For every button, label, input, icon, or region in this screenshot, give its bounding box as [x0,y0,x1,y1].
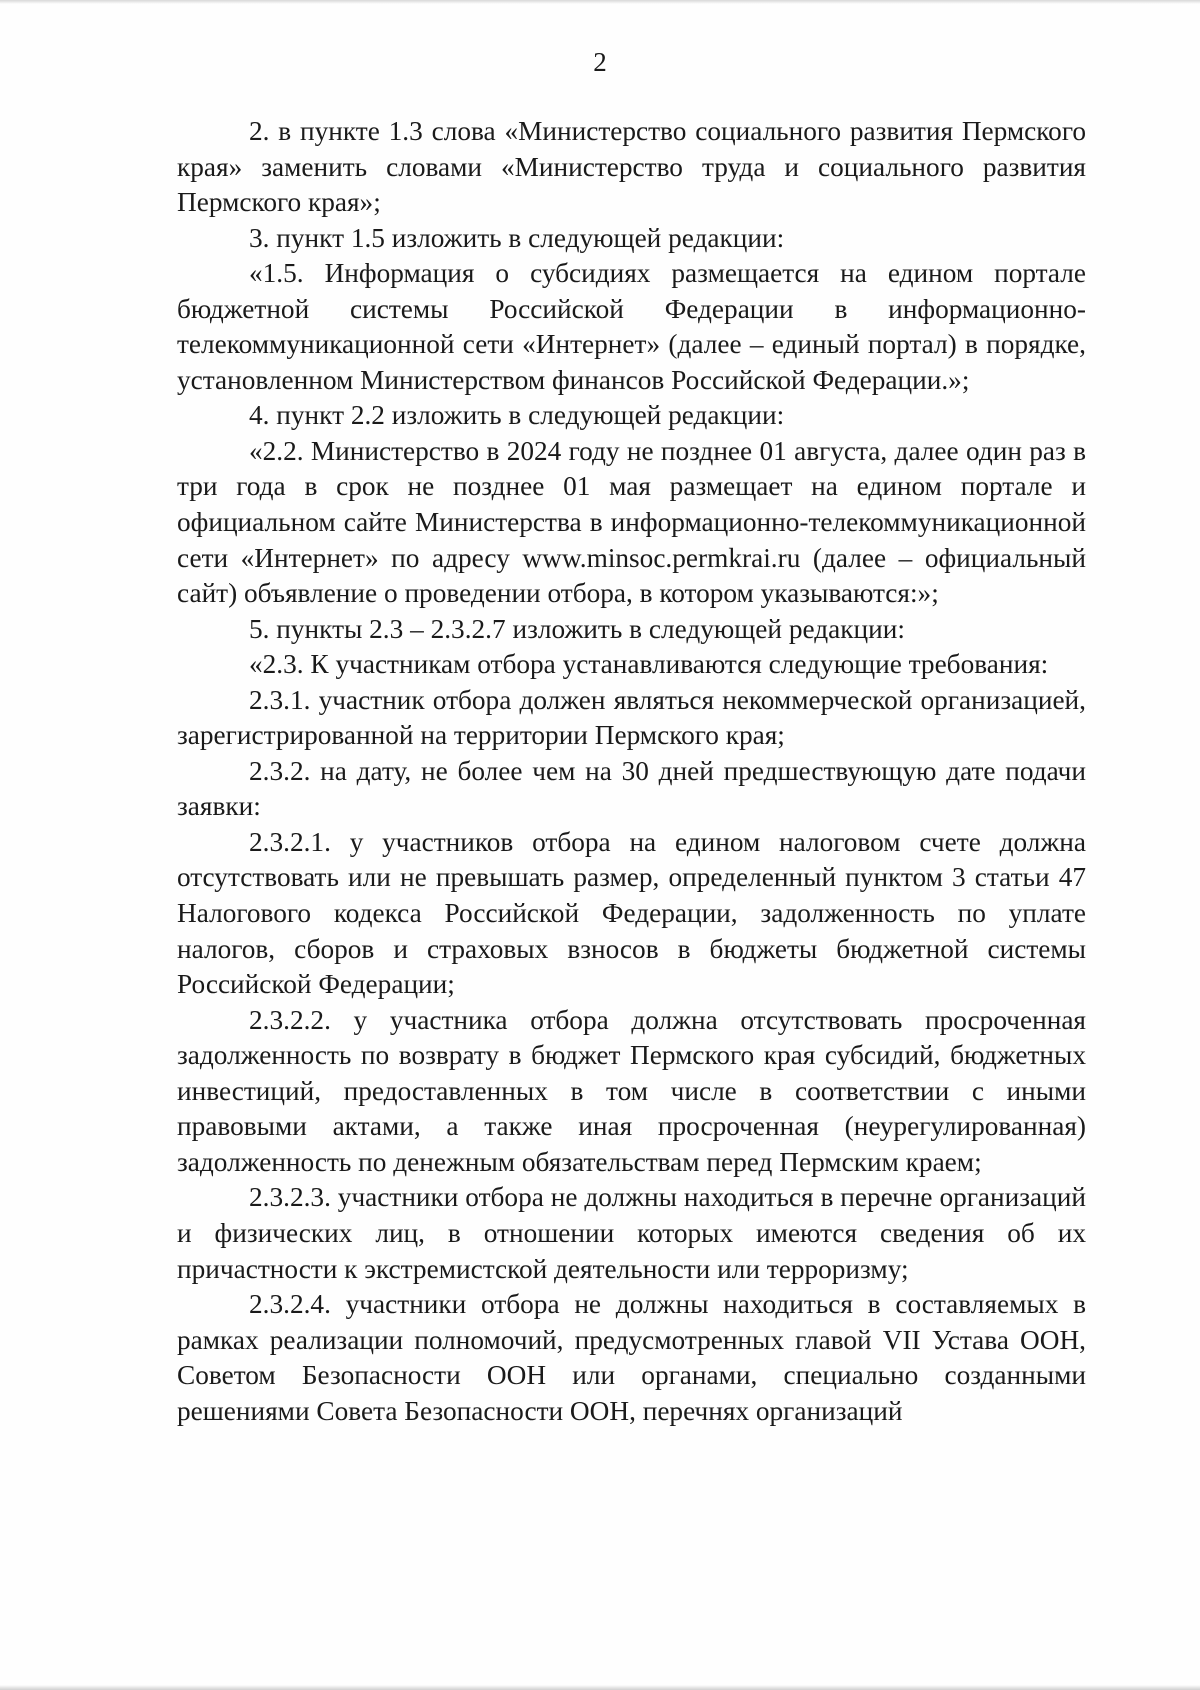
paragraph-clause-2-3-1: 2.3.1. участник отбора должен являться некоммерческой организацией, зарегистрированной на территории Пермского края; [177,684,1086,751]
paragraph-clause-2-3-2-4: 2.3.2.4. участники отбора не должны находиться в составляемых в рамках реализации полномочий, предусмотренных главой VII Устава ООН, Советом Безопасности ООН или органами, специально созданными решениями Совета Безопасности ООН, перечнях организаций [177,1289,1086,1426]
paragraph-item-3: 3. пункт 1.5 изложить в следующей редакции: [249,222,785,253]
paragraph-clause-2-3-2: 2.3.2. на дату, не более чем на 30 дней предшествующую дате подачи заявки: [177,755,1086,822]
paragraph-clause-2-2: «2.2. Министерство в 2024 году не позднее 01 августа, далее один раз в три года в срок не позднее 01 мая размещает на едином портале и официальном сайте Министерства в информационно-телекоммуникационной сети «Интернет» по адресу www.minsoc.permkrai.ru (далее – официальный сайт) объявление о проведении отбора, в котором указываются:»; [177,435,1086,609]
paragraph-clause-2-3: «2.3. К участникам отбора устанавливаются следующие требования: [249,649,1049,680]
scan-top-edge [0,0,1200,4]
scan-bottom-edge [0,1685,1200,1690]
paragraph-clause-2-3-2-3: 2.3.2.3. участники отбора не должны находиться в перечне организаций и физических лиц, в отношении которых имеются сведения об их причастности к экстремистской деятельности или терроризму; [177,1182,1086,1284]
paragraph-clause-2-3-2-1: 2.3.2.1. у участников отбора на едином налоговом счете должна отсутствовать или не превышать размер, определенный пунктом 3 статьи 47 Налогового кодекса Российской Федерации, задолженность по уплате налогов, сборов и страховых взносов в бюджеты бюджетной системы Российской Федерации; [177,826,1086,1000]
page-number: 2 [593,47,607,77]
paragraph-item-2: 2. в пункте 1.3 слова «Министерство социального развития Пермского края» заменить словами «Министерство труда и социального развития Пермского края»; [177,116,1086,218]
paragraph-clause-1-5: «1.5. Информация о субсидиях размещается на едином портале бюджетной системы Российской Федерации в информационно-телекоммуникационной сети «Интернет» (далее – единый портал) в порядке, установленном Министерством финансов Российской Федерации.»; [177,258,1086,395]
paragraph-item-4: 4. пункт 2.2 изложить в следующей редакции: [249,400,785,431]
document-body [177,114,1086,1429]
paragraph-item-5: 5. пункты 2.3 – 2.3.2.7 изложить в следующей редакции: [249,613,905,644]
paragraph-clause-2-3-2-2: 2.3.2.2. у участника отбора должна отсутствовать просроченная задолженность по возврату в бюджет Пермского края субсидий, бюджетных инвестиций, предоставленных в том числе в соответствии с иными правовыми актами, а также иная просроченная (неурегулированная) задолженность по денежным обязательствам перед Пермским краем; [177,1004,1086,1177]
